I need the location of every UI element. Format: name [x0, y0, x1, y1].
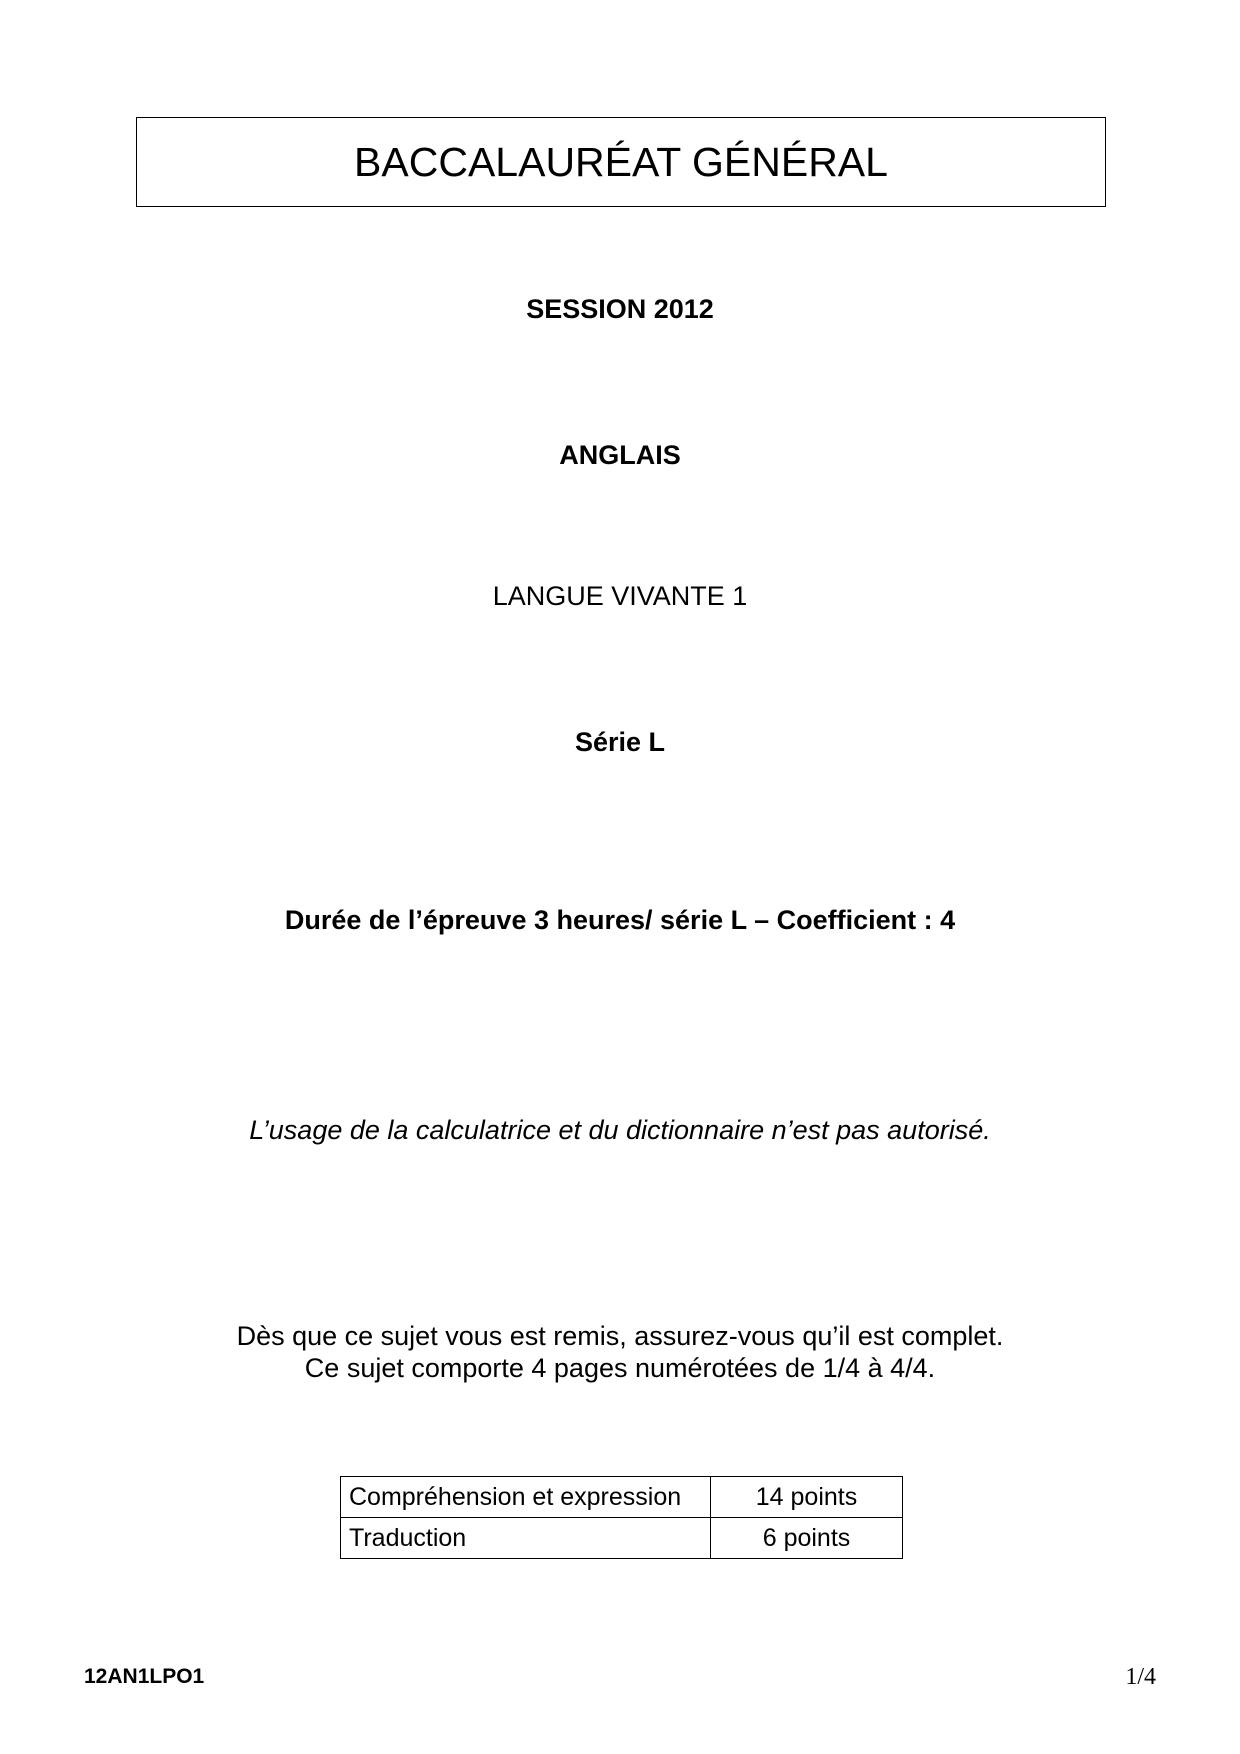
usage-note: L’usage de la calculatrice et du dictionnaire n’est pas autorisé.: [249, 1115, 991, 1145]
completeness-notice: [0, 1320, 1240, 1384]
document-title: BACCALAURÉAT GÉNÉRAL: [354, 138, 888, 185]
series-heading: Série L: [574, 727, 666, 757]
duration-line: Durée de l’épreuve 3 heures/ série L – Coefficient : 4: [284, 905, 956, 935]
scoring-label: Compréhension et expression: [341, 1477, 711, 1518]
scoring-points: 14 points: [711, 1477, 903, 1518]
exam-code: 12AN1LPO1: [84, 1665, 205, 1688]
scoring-label: Traduction: [341, 1518, 711, 1559]
scoring-table: [340, 1476, 903, 1559]
language-level: LANGUE VIVANTE 1: [492, 581, 748, 611]
page-number: 1/4: [1125, 1664, 1156, 1690]
title-box: [136, 117, 1106, 207]
table-row: [341, 1477, 903, 1518]
scoring-points: 6 points: [711, 1518, 903, 1559]
notice-line-2: Ce sujet comporte 4 pages numérotées de 1/4 à 4/4.: [304, 1353, 936, 1383]
subject-heading: ANGLAIS: [559, 440, 681, 470]
table-row: [341, 1518, 903, 1559]
session-heading: SESSION 2012: [526, 294, 714, 324]
notice-line-1: Dès que ce sujet vous est remis, assurez-vous qu’il est complet.: [236, 1321, 1004, 1351]
